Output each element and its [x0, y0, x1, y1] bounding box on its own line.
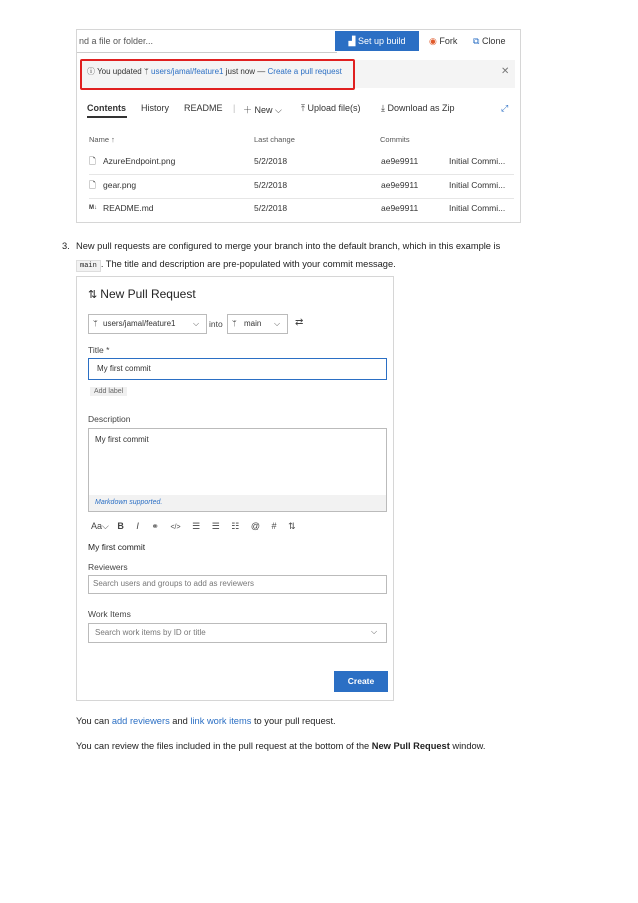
step-text-continued: . The title and description are pre-populated with your commit message.	[100, 259, 396, 269]
source-branch-select[interactable]	[88, 314, 207, 334]
pr-heading	[88, 287, 196, 301]
tab-history[interactable]: History	[141, 103, 170, 113]
step-number: 3.	[62, 241, 70, 251]
close-icon[interactable]: ✕	[501, 66, 510, 77]
p1-text-and: and	[169, 716, 191, 726]
work-items-placeholder: Search work items by ID or title	[95, 628, 206, 637]
file-icon: 🗋	[89, 156, 96, 166]
new-pr-screenshot	[76, 276, 394, 701]
row-divider	[89, 198, 514, 199]
upload-label: Upload file(s)	[307, 103, 361, 113]
expand-icon[interactable]: ⤢	[501, 103, 509, 113]
branch-icon: ᛘ	[143, 67, 149, 76]
pr-heading-text: New Pull Request	[100, 287, 196, 301]
repo-screenshot	[76, 29, 521, 223]
file-date: 5/2/2018	[254, 203, 288, 213]
review-files-paragraph	[76, 741, 485, 751]
chevron-down-icon: ⌵	[193, 319, 200, 328]
col-commits: Commits	[380, 135, 410, 144]
markdown-footer	[89, 495, 386, 511]
p1-text-end: to your pull request.	[251, 716, 336, 726]
table-row[interactable]	[89, 180, 514, 194]
file-date: 5/2/2018	[254, 156, 288, 166]
file-name[interactable]: README.md	[103, 203, 154, 213]
branch-icon: ᛘ	[232, 319, 237, 328]
table-row[interactable]	[89, 156, 514, 170]
p2-text: You can review the files included in the pull request at the bottom of the	[76, 741, 372, 751]
format-toolbar	[91, 521, 296, 532]
bulleted-list-icon[interactable]: ☰	[192, 521, 201, 531]
setup-build-label: Set up build	[357, 36, 406, 46]
mention-icon[interactable]: @	[250, 521, 261, 531]
inline-code: main	[76, 260, 101, 272]
create-button[interactable]: Create	[334, 671, 388, 692]
hashtag-icon[interactable]: #	[271, 521, 277, 531]
tab-readme[interactable]: README	[184, 103, 223, 113]
markdown-link[interactable]: Markdown supported.	[95, 499, 163, 506]
target-branch-value: main	[244, 319, 262, 328]
banner-prefix: You updated	[97, 67, 142, 76]
work-items-label: Work Items	[88, 609, 131, 619]
clone-label: Clone	[481, 36, 506, 46]
description-textarea[interactable]	[88, 428, 387, 512]
markdown-icon: M↓	[89, 205, 97, 211]
setup-build-button[interactable]	[335, 31, 419, 51]
step-text: New pull requests are configured to merge your branch into the default branch, which in this example is	[76, 241, 501, 251]
find-file-input[interactable]: nd a file or folder...	[77, 30, 337, 53]
fork-button[interactable]	[429, 31, 457, 51]
file-icon: 🗋	[89, 180, 96, 190]
p1-text: You can	[76, 716, 112, 726]
target-branch-select[interactable]	[227, 314, 288, 334]
clone-icon: ⧉	[473, 36, 482, 46]
build-icon: ▟	[348, 36, 358, 46]
divider: |	[233, 103, 236, 113]
upload-button[interactable]	[301, 103, 361, 114]
chevron-down-icon: ⌵	[275, 105, 282, 115]
banner-message	[87, 66, 342, 77]
chevron-down-icon: ⌵	[371, 627, 378, 636]
commit-message: Initial Commi...	[449, 156, 506, 166]
description-label: Description	[88, 414, 131, 424]
upload-icon: ⤒	[301, 103, 308, 113]
add-label-button[interactable]: Add label	[90, 387, 127, 396]
info-icon: ⓘ	[87, 67, 95, 76]
source-branch-value: users/jamal/feature1	[103, 319, 176, 328]
p2-text-end: window.	[449, 741, 486, 751]
checklist-icon[interactable]: ☷	[231, 521, 240, 531]
download-icon: ⤓	[381, 103, 388, 113]
pull-request-icon[interactable]: ⇅	[288, 521, 296, 531]
col-last-change: Last change	[254, 135, 295, 144]
reviewers-label: Reviewers	[88, 562, 128, 572]
tab-contents[interactable]: Contents	[87, 103, 126, 113]
title-label: Title *	[88, 345, 110, 355]
preview-text: My first commit	[88, 542, 146, 552]
commit-id[interactable]: ae9e9911	[381, 203, 419, 213]
col-name[interactable]: Name ↑	[89, 135, 115, 144]
bold-icon[interactable]: B	[117, 521, 124, 531]
row-divider	[89, 174, 514, 175]
italic-icon[interactable]: I	[136, 521, 139, 531]
link-icon[interactable]: ⚭	[151, 521, 159, 531]
text-size-button[interactable]: Aa	[91, 521, 103, 531]
add-reviewers-link[interactable]: add reviewers	[111, 716, 170, 726]
chevron-down-icon: ⌵	[274, 319, 281, 328]
download-button[interactable]	[381, 103, 455, 114]
code-icon[interactable]: </>	[170, 524, 181, 531]
work-items-select[interactable]	[88, 623, 387, 643]
swap-icon[interactable]: ⇄	[295, 317, 304, 328]
link-work-items-link[interactable]: link work items	[190, 716, 252, 726]
file-name[interactable]: AzureEndpoint.png	[103, 156, 176, 166]
reviewers-placeholder: Search users and groups to add as reviewers	[93, 579, 254, 588]
table-row[interactable]	[89, 203, 514, 217]
active-tab-indicator	[87, 116, 127, 118]
new-label: New	[254, 105, 273, 115]
fork-icon: ◉	[429, 36, 440, 46]
tab-bar	[87, 103, 517, 117]
pull-request-icon: ⇅	[88, 289, 101, 301]
p2-bold: New Pull Request	[371, 741, 450, 751]
plus-icon: ＋	[243, 105, 255, 115]
numbered-list-icon[interactable]: ☰	[211, 521, 220, 531]
file-name[interactable]: gear.png	[103, 180, 137, 190]
download-label: Download as Zip	[387, 103, 455, 113]
new-button[interactable]	[243, 103, 282, 116]
clone-button[interactable]	[473, 31, 505, 51]
commit-message: Initial Commi...	[449, 180, 506, 190]
into-label: into	[209, 319, 223, 329]
title-input[interactable]	[88, 358, 387, 380]
create-pr-link[interactable]: Create a pull request	[267, 67, 342, 76]
description-value: My first commit	[95, 435, 149, 444]
branch-icon: ᛘ	[93, 319, 98, 328]
commit-id[interactable]: ae9e9911	[381, 156, 419, 166]
banner-branch-link[interactable]: users/jamal/feature1	[151, 67, 224, 76]
title-value: My first commit	[97, 364, 151, 373]
banner-middle: just now —	[225, 67, 266, 76]
chevron-down-icon: ⌵	[102, 521, 109, 531]
reviewers-paragraph	[76, 716, 336, 726]
commit-id[interactable]: ae9e9911	[381, 180, 419, 190]
file-date: 5/2/2018	[254, 180, 288, 190]
fork-label: Fork	[439, 36, 458, 46]
reviewers-input[interactable]	[88, 575, 387, 594]
commit-message: Initial Commi...	[449, 203, 506, 213]
